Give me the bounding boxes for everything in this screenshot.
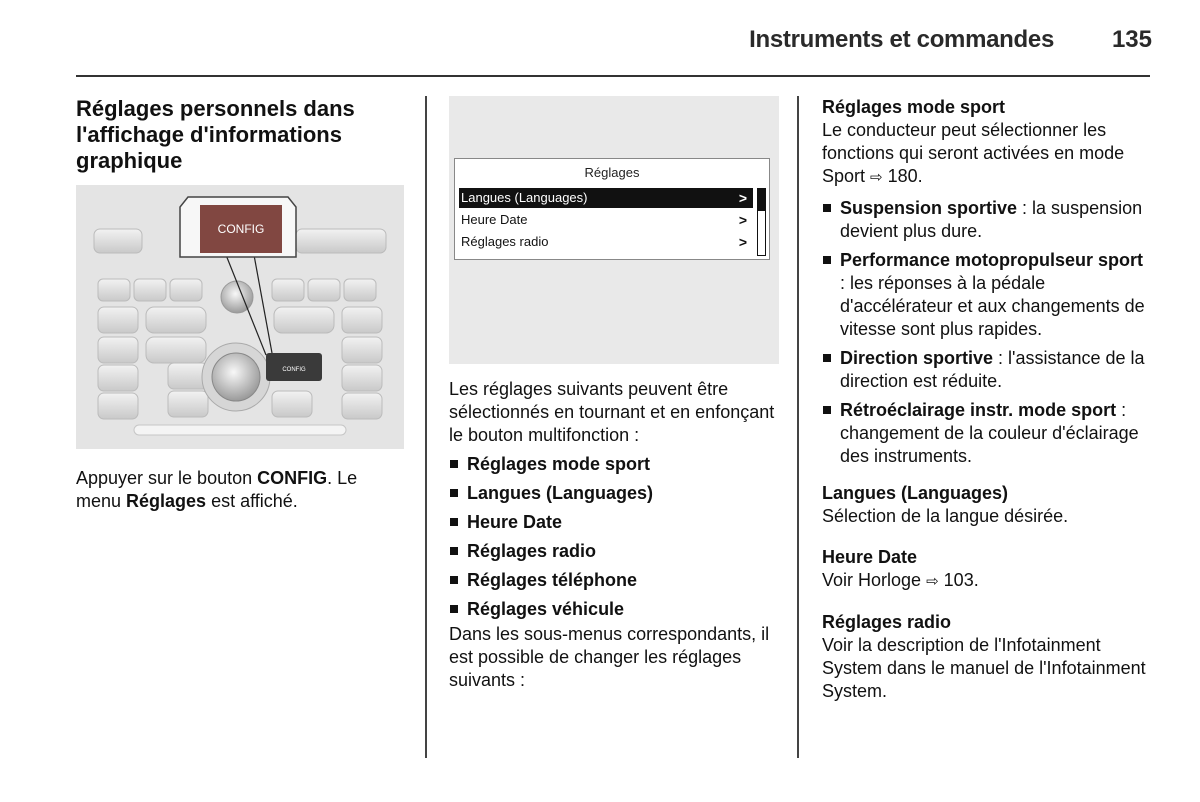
screen-menu-item-label: Réglages radio [461,234,549,249]
display-illustration [449,96,779,364]
reglages-menu-reference: Réglages [126,491,207,511]
date-paragraph: Voir Horloge ⇨ 103. [822,569,1152,593]
console-config-button-label: CONFIG [217,222,265,236]
list-item: Langues (Languages) [449,482,779,505]
settings-screen [454,158,770,260]
page-reference: 103. [943,570,979,590]
list-item: Suspension sportive : la suspension devient plus dure. [822,197,1152,243]
list-item: Réglages mode sport [449,453,779,476]
chevron-right-icon: > [738,190,747,206]
settings-list [449,453,779,621]
column-divider-left [425,96,427,758]
list-item: Direction sportive : l'assistance de la direction est réduite. [822,347,1152,393]
console-drawing [76,185,404,449]
console-illustration [76,185,404,449]
screen-menu-item [459,232,753,252]
para-text: . Le menu [76,468,358,511]
languages-heading: Langues (Languages) [822,483,1009,503]
screen-menu-item [459,210,753,230]
languages-paragraph: Sélection de la langue désirée. [822,506,1069,526]
chevron-right-icon: > [738,212,747,228]
config-button-reference: CONFIG [257,468,328,488]
screen-menu-item-label: Heure Date [461,212,528,227]
console-config-label: CONFIG [282,367,306,373]
left-paragraph [76,467,406,513]
outline-right-arrow-icon: ⇨ [926,573,939,590]
page-header-title: Instruments et commandes [749,26,1054,53]
middle-column [449,378,779,692]
chevron-right-icon: > [738,234,747,250]
right-column [822,96,1152,703]
intro-paragraph: Les réglages suivants peuvent être sélectionnés en tournant et en enfonçant le bouton multifonction : [449,379,775,445]
para-text: Appuyer sur le bouton [76,468,258,488]
para-text: est affiché. [206,491,298,511]
list-item: Réglages véhicule [449,598,779,621]
outro-paragraph: Dans les sous-menus correspondants, il est possible de changer les réglages suivants : [449,624,770,690]
outline-right-arrow-icon: ⇨ [870,169,883,186]
radio-paragraph: Voir la description de l'Infotainment System dans le manuel de l'Infotainment System. [822,635,1146,701]
list-item: Rétroéclairage instr. mode sport : changement de la couleur d'éclairage des instruments. [822,399,1152,468]
page-reference: 180. [887,166,923,186]
section-heading: Réglages personnels dans l'affichage d'informations graphique [76,96,355,173]
header-divider [76,75,1150,77]
list-item: Réglages radio [449,540,779,563]
date-heading: Heure Date [822,547,918,567]
scrollbar-thumb [758,189,765,211]
sport-paragraph: Le conducteur peut sélectionner les fonctions qui seront activées en mode Sport ⇨ 180. [822,119,1152,189]
sport-heading: Réglages mode sport [822,97,1006,117]
left-column [76,96,406,174]
screen-scrollbar [757,188,766,256]
column-divider-right [797,96,799,758]
screen-menu-item-selected [459,188,753,208]
sport-options-list [822,197,1152,468]
list-item: Heure Date [449,511,779,534]
list-item: Performance motopropulseur sport : les réponses à la pédale d'accélérateur et aux changements de vitesse sont plus rapides. [822,249,1152,341]
page-number: 135 [1111,26,1152,53]
list-item: Réglages téléphone [449,569,779,592]
radio-heading: Réglages radio [822,612,952,632]
screen-menu-item-label: Langues (Languages) [461,190,588,205]
screen-title: Réglages [584,165,640,180]
